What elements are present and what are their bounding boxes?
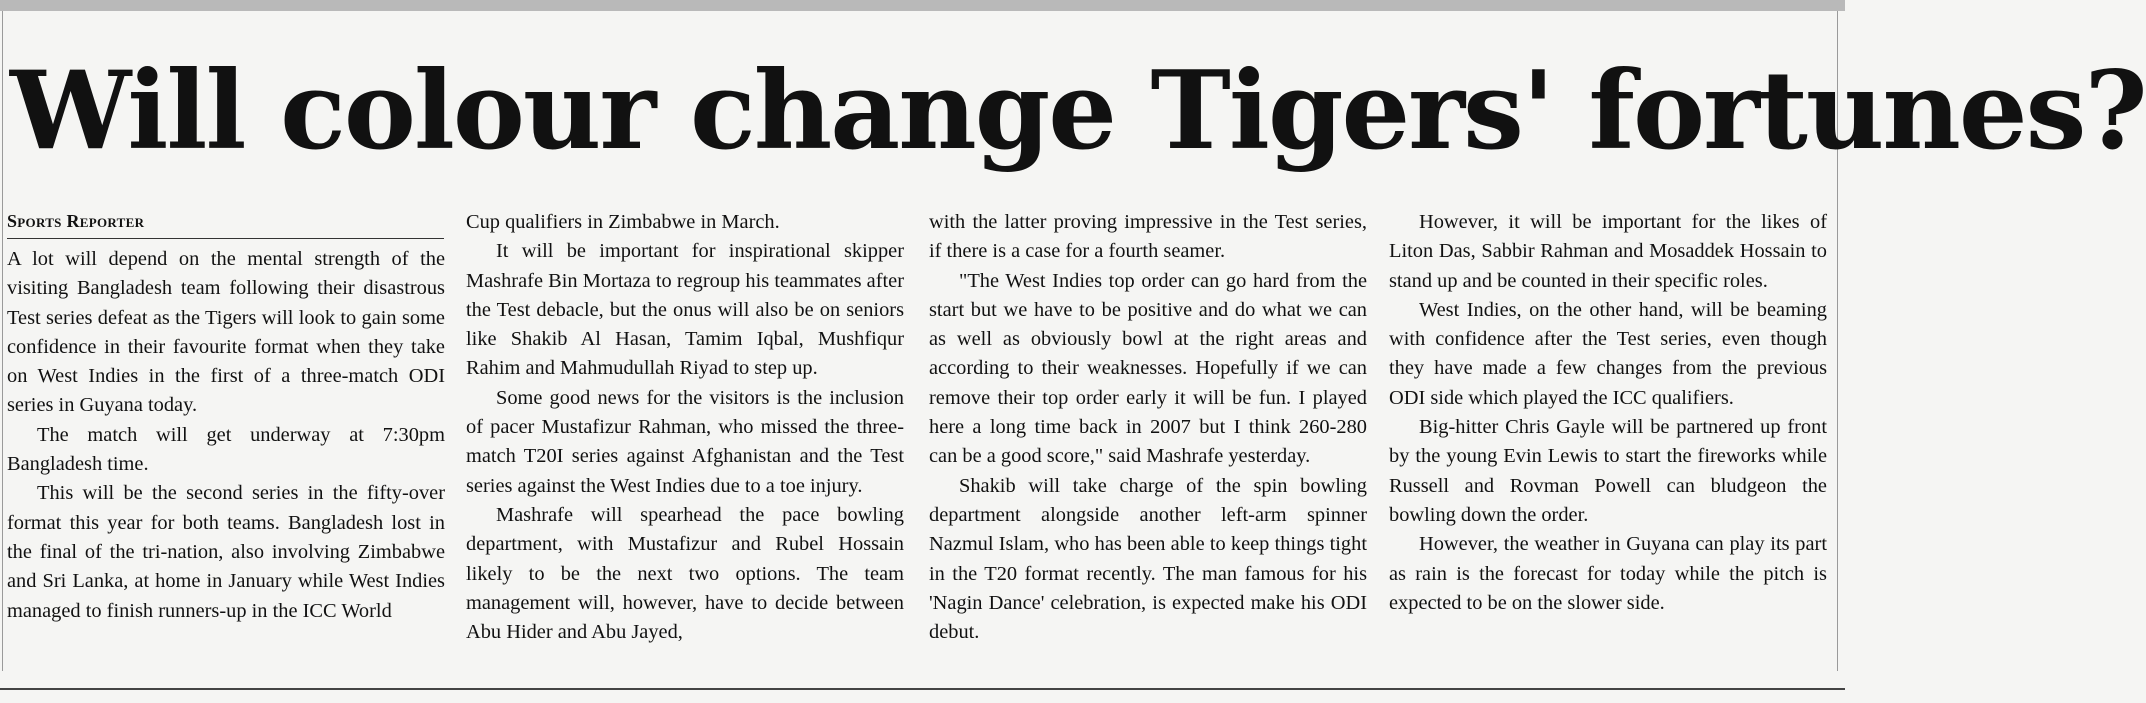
byline-rule xyxy=(7,238,444,239)
top-border xyxy=(0,0,1845,11)
paragraph: A lot will depend on the mental strength of the visiting Bangladesh team following their disastrous Test series defeat as the Tigers will look to gain some confidence in their favourite format when they take on West Indies in the first of a three-match ODI series in Guyana today. xyxy=(7,248,445,417)
paragraph: "The West Indies top order can go hard from the start but we have to be positive and do what we can as well as obviously bowl at the right areas and according to their weaknesses. Hopefully if we can remove their top order early it will be fun. I played here a long time back in 2007 but I think 260-280 can be a good score," said Mashrafe yesterday. xyxy=(929,269,1367,468)
paragraph: However, it will be important for the likes of Liton Das, Sabbir Rahman and Mosaddek Hossain to stand up and be counted in their specific roles. xyxy=(1389,211,1827,292)
paragraph: It will be important for inspirational skipper Mashrafe Bin Mortaza to regroup his teammates after the Test debacle, but the onus will also be on seniors like Shakib Al Hasan, Tamim Iqbal, Mushfiqur Rahim and Mahmudullah Riyad to step up. xyxy=(466,240,904,380)
headline: Will colour change Tigers' fortunes? xyxy=(10,48,2146,174)
paragraph: Cup qualifiers in Zimbabwe in March. xyxy=(466,211,780,233)
article-column-3 xyxy=(929,208,1367,678)
byline: Sports Reporter xyxy=(7,211,145,231)
paragraph: The match will get underway at 7:30pm Bangladesh time. xyxy=(7,423,445,476)
paragraph: Shakib will take charge of the spin bowling department alongside another left-arm spinner Nazmul Islam, who has been able to keep things tight in the T20 format recently. The man famous for his 'Nagin Dance' celebration, is expected make his ODI debut. xyxy=(929,474,1367,644)
article-column-4 xyxy=(1389,208,1827,678)
article-column-2 xyxy=(466,208,904,678)
left-border xyxy=(2,11,3,671)
paragraph: However, the weather in Guyana can play its part as rain is the forecast for today while the pitch is expected to be on the slower side. xyxy=(1389,533,1827,614)
paragraph: West Indies, on the other hand, will be beaming with confidence after the Test series, even though they have made a few changes from the previous ODI side which played the ICC qualifiers. xyxy=(1389,298,1827,409)
paragraph: Mashrafe will spearhead the pace bowling department, with Mustafizur and Rubel Hossain likely to be the next two options. The team management will, however, have to decide between Abu Hider and Abu Jayed, xyxy=(466,503,904,644)
paragraph: This will be the second series in the fifty-over format this year for both teams. Bangladesh lost in the final of the tri-nation, also involving Zimbabwe and Sri Lanka, at home in January while West Indies managed to finish runners-up in the ICC World xyxy=(7,482,445,622)
bottom-rule xyxy=(0,688,1845,690)
paragraph: with the latter proving impressive in the Test series, if there is a case for a fourth seamer. xyxy=(929,211,1367,263)
paragraph: Some good news for the visitors is the inclusion of pacer Mustafizur Rahman, who missed the three-match T20I series against Afghanistan and the Test series against the West Indies due to a toe injury. xyxy=(466,386,904,497)
article-column-1 xyxy=(7,245,445,680)
paragraph: Big-hitter Chris Gayle will be partnered up front by the young Evin Lewis to start the fireworks while Russell and Rovman Powell can bludgeon the bowling down the order. xyxy=(1389,416,1827,526)
